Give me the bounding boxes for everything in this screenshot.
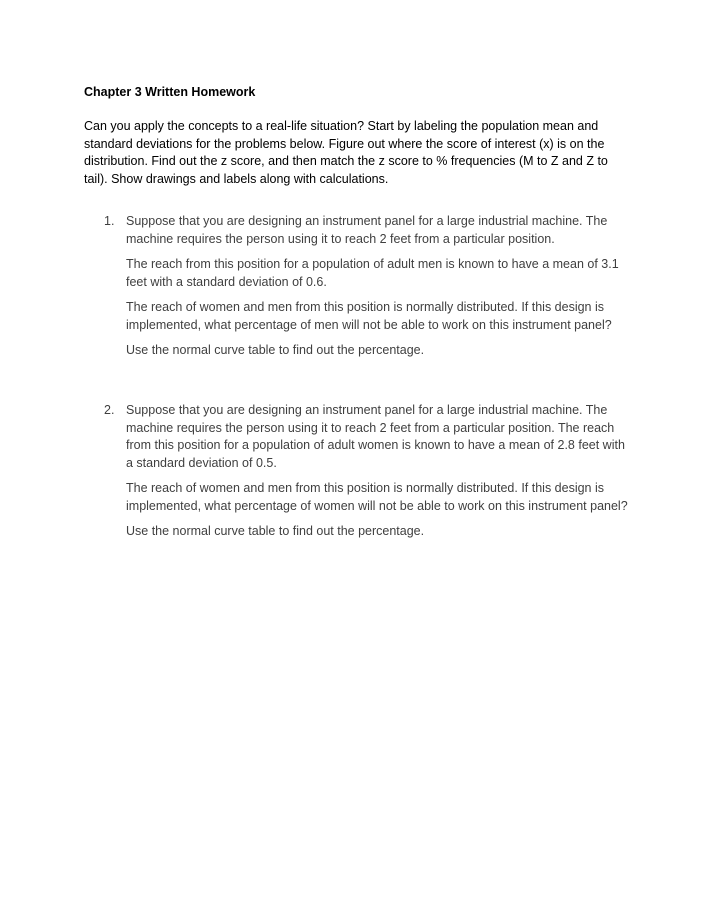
problem-paragraph: The reach of women and men from this position is normally distributed. If this design is implemented, what percentage of women will not be able to work on this instrument panel? <box>126 481 628 513</box>
document-title: Chapter 3 Written Homework <box>84 85 256 99</box>
intro-paragraph: Can you apply the concepts to a real-life situation? Start by labeling the population mean and standard deviations for the problems below. Figure out where the score of interest (x) is on the distribution. Find out the z score, and then match the z score to % frequencies (M to Z and Z to tail). Show drawings and labels along with calculations. <box>84 119 608 186</box>
problem-2 <box>104 402 634 549</box>
problem-paragraph: The reach of women and men from this position is normally distributed. If this design is implemented, what percentage of men will not be able to work on this instrument panel? <box>126 300 612 332</box>
problem-paragraph: Suppose that you are designing an instrument panel for a large industrial machine. The machine requires the person using it to reach 2 feet from a particular position. The reach from this position for a population of adult women is known to have a mean of 2.8 feet with a standard deviation of 0.5. <box>126 403 625 470</box>
problem-paragraph: Use the normal curve table to find out the percentage. <box>126 343 425 357</box>
problem-1 <box>104 213 634 368</box>
problem-paragraph: The reach from this position for a population of adult men is known to have a mean of 3.1 feet with a standard deviation of 0.6. <box>126 257 619 289</box>
problem-paragraph: Use the normal curve table to find out the percentage. <box>126 524 425 538</box>
problem-paragraph: Suppose that you are designing an instrument panel for a large industrial machine. The machine requires the person using it to reach 2 feet from a particular position. <box>126 214 608 246</box>
problem-number: 1. <box>104 214 115 228</box>
problem-number: 2. <box>104 403 115 417</box>
